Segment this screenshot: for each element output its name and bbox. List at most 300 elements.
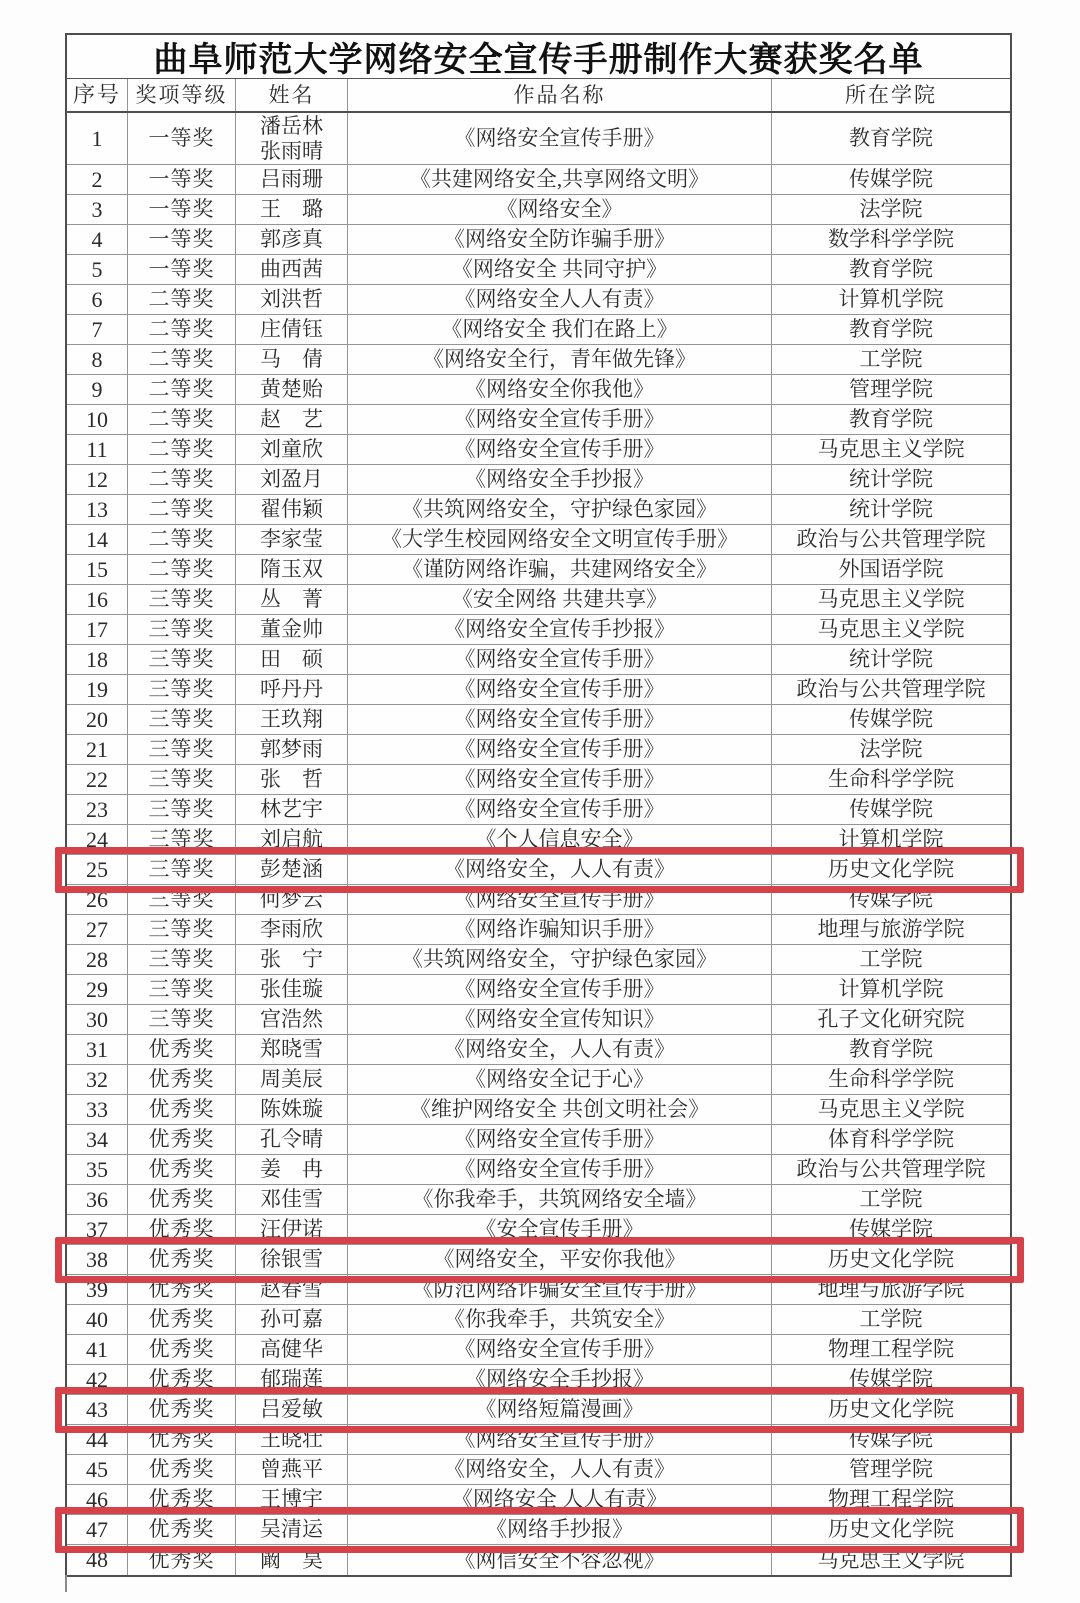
cell-award-level: 一等奖 xyxy=(128,225,236,254)
cell-award-level: 优秀奖 xyxy=(128,1485,236,1514)
cell-winner-name xyxy=(236,975,348,1004)
cell-college: 数学科学学院 xyxy=(828,227,954,252)
cell-work-title: 《网络安全宣传手册》 xyxy=(348,405,772,434)
cell-award-level: 优秀奖 xyxy=(128,1305,236,1334)
cell-college: 物理工程学院 xyxy=(828,1487,954,1512)
winner-name: 董金帅 xyxy=(260,617,323,642)
table-row xyxy=(67,195,1010,225)
cell-winner-name xyxy=(236,675,348,704)
cell-college: 管理学院 xyxy=(849,377,933,402)
winner-name-lines xyxy=(260,377,323,401)
cell-winner-name xyxy=(236,1275,348,1304)
cell-serial-number: 29 xyxy=(67,975,128,1004)
winner-name-lines xyxy=(260,1217,323,1241)
cell-award-level: 二等奖 xyxy=(128,345,236,374)
winner-name-lines xyxy=(260,647,323,671)
cell-serial-number: 2 xyxy=(67,165,128,194)
winner-name-lines xyxy=(260,1277,323,1301)
winner-name-lines xyxy=(260,827,323,851)
cell-serial-number: 30 xyxy=(67,1005,128,1034)
cell-serial-number: 15 xyxy=(67,555,128,584)
cell-award-level: 优秀奖 xyxy=(128,1425,236,1454)
cell-winner-name xyxy=(236,1125,348,1154)
cell-college: 统计学院 xyxy=(849,467,933,492)
table-row xyxy=(67,345,1010,375)
cell-college: 马克思主义学院 xyxy=(817,1547,965,1572)
cell-award-level: 优秀奖 xyxy=(128,1515,236,1544)
cell-serial-number: 27 xyxy=(67,915,128,944)
cell-college: 计算机学院 xyxy=(838,287,944,312)
table-row xyxy=(67,1425,1010,1455)
winner-name-lines xyxy=(260,287,323,311)
cell-work-title: 《网络安全手抄报》 xyxy=(348,1365,772,1394)
winner-name: 田 硕 xyxy=(260,647,323,672)
cell-award-level: 优秀奖 xyxy=(128,1245,236,1274)
table-row xyxy=(67,705,1010,735)
cell-award-level: 三等奖 xyxy=(128,915,236,944)
table-row xyxy=(67,1365,1010,1395)
cell-work-title: 《网络安全防诈骗手册》 xyxy=(348,225,772,254)
cell-college: 工学院 xyxy=(859,947,923,972)
cell-winner-name xyxy=(236,585,348,614)
cell-award-level: 二等奖 xyxy=(128,495,236,524)
cell-serial-number: 9 xyxy=(67,375,128,404)
cell-winner-name xyxy=(236,885,348,914)
winner-name: 李家莹 xyxy=(260,527,323,552)
cell-college: 工学院 xyxy=(859,1307,923,1332)
cell-winner-name xyxy=(236,705,348,734)
winner-name-lines xyxy=(260,1157,323,1181)
cell-serial-number: 25 xyxy=(67,855,128,884)
cell-award-level: 三等奖 xyxy=(128,585,236,614)
table-row xyxy=(67,1335,1010,1365)
cell-winner-name xyxy=(236,315,348,344)
cell-work-title: 《维护网络安全 共创文明社会》 xyxy=(348,1095,772,1124)
cell-award-level: 优秀奖 xyxy=(128,1185,236,1214)
winner-name-lines xyxy=(260,1337,323,1361)
cell-serial-number: 42 xyxy=(67,1365,128,1394)
cell-college: 外国语学院 xyxy=(838,557,944,582)
table-row xyxy=(67,435,1010,465)
cell-winner-name xyxy=(236,113,348,164)
table-row xyxy=(67,1215,1010,1245)
winner-name-lines xyxy=(260,1457,323,1481)
winner-name-lines xyxy=(260,167,323,191)
table-row xyxy=(67,1095,1010,1125)
winner-name: 李雨欣 xyxy=(260,917,323,942)
cell-college: 体育科学学院 xyxy=(828,1127,954,1152)
cell-college: 教育学院 xyxy=(849,257,933,282)
cell-serial-number: 38 xyxy=(67,1245,128,1274)
cell-winner-name xyxy=(236,255,348,284)
cell-work-title: 《网络安全宣传手册》 xyxy=(348,765,772,794)
cell-work-title: 《防范网络诈骗安全宣传手册》 xyxy=(348,1275,772,1304)
cell-serial-number: 41 xyxy=(67,1335,128,1364)
cell-winner-name xyxy=(236,525,348,554)
winner-name: 曲西茜 xyxy=(260,257,323,282)
winner-name: 吴清运 xyxy=(260,1517,323,1542)
cell-work-title: 《网络安全宣传手册》 xyxy=(348,1155,772,1184)
table-row xyxy=(67,225,1010,255)
cell-serial-number: 13 xyxy=(67,495,128,524)
cell-college: 政治与公共管理学院 xyxy=(796,1157,986,1182)
cell-winner-name xyxy=(236,1245,348,1274)
winner-name: 丛 菁 xyxy=(260,587,323,612)
cell-college: 马克思主义学院 xyxy=(817,1097,965,1122)
cell-college: 传媒学院 xyxy=(849,887,933,912)
cell-work-title: 《网络安全，平安你我他》 xyxy=(348,1245,772,1274)
cell-winner-name xyxy=(236,555,348,584)
table-row xyxy=(67,855,1010,885)
winner-name: 陈姝璇 xyxy=(260,1097,323,1122)
winner-name: 马 倩 xyxy=(260,347,323,372)
cell-serial-number: 12 xyxy=(67,465,128,494)
cell-winner-name xyxy=(236,345,348,374)
cell-work-title: 《网络安全宣传手册》 xyxy=(348,1335,772,1364)
table-row xyxy=(67,255,1010,285)
winner-name-lines xyxy=(260,1517,323,1541)
cell-award-level: 三等奖 xyxy=(128,765,236,794)
cell-serial-number: 31 xyxy=(67,1035,128,1064)
cell-college: 教育学院 xyxy=(849,126,933,151)
cell-award-level: 优秀奖 xyxy=(128,1095,236,1124)
cell-college: 政治与公共管理学院 xyxy=(796,677,986,702)
cell-college: 计算机学院 xyxy=(838,977,944,1002)
table-row xyxy=(67,1485,1010,1515)
cell-serial-number: 48 xyxy=(67,1545,128,1575)
winner-name: 郁瑞莲 xyxy=(260,1367,323,1392)
cell-serial-number: 35 xyxy=(67,1155,128,1184)
cell-serial-number: 24 xyxy=(67,825,128,854)
winner-name-lines xyxy=(260,1427,323,1451)
cell-award-level: 三等奖 xyxy=(128,1005,236,1034)
cell-college: 生命科学学院 xyxy=(828,767,954,792)
cell-serial-number: 23 xyxy=(67,795,128,824)
winner-name-lines xyxy=(260,767,323,791)
cell-work-title: 《网络安全宣传手抄报》 xyxy=(348,615,772,644)
winner-name-lines xyxy=(260,497,323,521)
cell-serial-number: 44 xyxy=(67,1425,128,1454)
winner-name: 庄倩钰 xyxy=(260,317,323,342)
cell-award-level: 三等奖 xyxy=(128,795,236,824)
table-row xyxy=(67,495,1010,525)
winner-name-lines xyxy=(260,1247,323,1271)
winner-name: 王晓壮 xyxy=(260,1427,323,1452)
cell-work-title: 《网络安全宣传手册》 xyxy=(348,1425,772,1454)
cell-work-title: 《网络安全你我他》 xyxy=(348,375,772,404)
cell-award-level: 三等奖 xyxy=(128,735,236,764)
cell-winner-name xyxy=(236,855,348,884)
cell-college: 历史文化学院 xyxy=(828,1397,954,1422)
cell-winner-name xyxy=(236,615,348,644)
cell-college: 管理学院 xyxy=(849,1457,933,1482)
winner-name: 张 哲 xyxy=(260,767,323,792)
table-row xyxy=(67,555,1010,585)
cell-work-title: 《网络手抄报》 xyxy=(348,1515,772,1544)
table-row xyxy=(67,1245,1010,1275)
cell-award-level: 二等奖 xyxy=(128,285,236,314)
cell-work-title: 《网络安全记于心》 xyxy=(348,1065,772,1094)
winner-name: 孙可嘉 xyxy=(260,1307,323,1332)
cell-award-level: 优秀奖 xyxy=(128,1065,236,1094)
cell-award-level: 二等奖 xyxy=(128,405,236,434)
cell-serial-number: 37 xyxy=(67,1215,128,1244)
cell-serial-number: 32 xyxy=(67,1065,128,1094)
winner-name-lines xyxy=(260,797,323,821)
cell-award-level: 优秀奖 xyxy=(128,1155,236,1184)
cell-winner-name xyxy=(236,375,348,404)
cell-work-title: 《网络安全 我们在路上》 xyxy=(348,315,772,344)
winner-name: 郭彦真 xyxy=(260,227,323,252)
cell-serial-number: 16 xyxy=(67,585,128,614)
winner-name: 张雨晴 xyxy=(260,138,323,163)
cell-serial-number: 36 xyxy=(67,1185,128,1214)
cell-work-title: 《网络安全宣传手册》 xyxy=(348,645,772,674)
cell-work-title: 《大学生校园网络安全文明宣传手册》 xyxy=(348,525,772,554)
winner-name: 姜 冉 xyxy=(260,1157,323,1182)
cell-award-level: 二等奖 xyxy=(128,375,236,404)
cell-college: 马克思主义学院 xyxy=(817,587,965,612)
cell-winner-name xyxy=(236,465,348,494)
cell-work-title: 《共筑网络安全，守护绿色家园》 xyxy=(348,945,772,974)
winner-name-lines xyxy=(260,737,323,761)
winner-name-lines xyxy=(260,227,323,251)
winner-name: 林艺宇 xyxy=(260,797,323,822)
cell-winner-name xyxy=(236,435,348,464)
winner-name-lines xyxy=(260,977,323,1001)
cell-college: 政治与公共管理学院 xyxy=(796,527,986,552)
table-row xyxy=(67,113,1010,165)
cell-award-level: 三等奖 xyxy=(128,615,236,644)
cell-work-title: 《网信安全不容忽视》 xyxy=(348,1545,772,1575)
winner-name: 何梦云 xyxy=(260,887,323,912)
winner-name-lines xyxy=(260,467,323,491)
cell-winner-name xyxy=(236,1005,348,1034)
cell-serial-number: 3 xyxy=(67,195,128,224)
table-row xyxy=(67,975,1010,1005)
cell-work-title: 《网络安全宣传手册》 xyxy=(348,735,772,764)
cell-serial-number: 20 xyxy=(67,705,128,734)
winner-name-lines xyxy=(260,407,323,431)
table-row xyxy=(67,1185,1010,1215)
cell-award-level: 一等奖 xyxy=(128,255,236,284)
cell-serial-number: 6 xyxy=(67,285,128,314)
award-table xyxy=(65,33,1012,1577)
table-row xyxy=(67,1065,1010,1095)
cell-award-level: 二等奖 xyxy=(128,525,236,554)
cell-serial-number: 21 xyxy=(67,735,128,764)
winner-name-lines xyxy=(260,587,323,611)
cell-serial-number: 28 xyxy=(67,945,128,974)
cell-winner-name xyxy=(236,1215,348,1244)
table-row xyxy=(67,315,1010,345)
cell-award-level: 三等奖 xyxy=(128,945,236,974)
cell-serial-number: 19 xyxy=(67,675,128,704)
cell-work-title: 《安全宣传手册》 xyxy=(348,1215,772,1244)
cell-work-title: 《网络安全 共同守护》 xyxy=(348,255,772,284)
cell-award-level: 一等奖 xyxy=(128,165,236,194)
table-row xyxy=(67,405,1010,435)
winner-name-lines xyxy=(260,1307,323,1331)
column-header: 奖项等级 xyxy=(128,79,236,111)
cell-award-level: 三等奖 xyxy=(128,825,236,854)
cell-work-title: 《网络安全手抄报》 xyxy=(348,465,772,494)
cell-winner-name xyxy=(236,1095,348,1124)
cell-winner-name xyxy=(236,1545,348,1575)
winner-name: 周美辰 xyxy=(260,1067,323,1092)
table-row xyxy=(67,1155,1010,1185)
cell-work-title: 《谨防网络诈骗，共建网络安全》 xyxy=(348,555,772,584)
winner-name: 吕雨珊 xyxy=(260,167,323,192)
winner-name-lines xyxy=(260,1067,323,1091)
cell-college: 传媒学院 xyxy=(849,797,933,822)
cell-serial-number: 14 xyxy=(67,525,128,554)
cell-college: 统计学院 xyxy=(849,647,933,672)
cell-work-title: 《共建网络安全,共享网络文明》 xyxy=(348,165,772,194)
table-row xyxy=(67,1455,1010,1485)
cell-college: 传媒学院 xyxy=(849,1427,933,1452)
cell-winner-name xyxy=(236,915,348,944)
cell-winner-name xyxy=(236,735,348,764)
table-row xyxy=(67,165,1010,195)
cell-award-level: 三等奖 xyxy=(128,675,236,704)
winner-name-lines xyxy=(260,1127,323,1151)
cell-work-title: 《网络安全宣传手册》 xyxy=(348,885,772,914)
winner-name: 郑晓雪 xyxy=(260,1037,323,1062)
winner-name: 刘启航 xyxy=(260,827,323,852)
table-row xyxy=(67,1005,1010,1035)
cell-winner-name xyxy=(236,225,348,254)
column-header: 所在学院 xyxy=(845,82,937,107)
cell-award-level: 优秀奖 xyxy=(128,1335,236,1364)
winner-name: 彭楚涵 xyxy=(260,857,323,882)
cell-college: 法学院 xyxy=(859,197,923,222)
cell-work-title: 《共筑网络安全，守护绿色家园》 xyxy=(348,495,772,524)
cell-work-title: 《网络安全宣传手册》 xyxy=(348,705,772,734)
cell-college: 传媒学院 xyxy=(849,1367,933,1392)
cell-work-title: 《网络安全宣传手册》 xyxy=(348,675,772,704)
table-row xyxy=(67,1035,1010,1065)
cell-award-level: 一等奖 xyxy=(128,195,236,224)
cell-award-level: 三等奖 xyxy=(128,705,236,734)
winner-name-lines xyxy=(260,557,323,581)
winner-name-lines xyxy=(260,1037,323,1061)
cell-award-level: 优秀奖 xyxy=(128,1275,236,1304)
cell-serial-number: 43 xyxy=(67,1395,128,1424)
winner-name: 王玖翔 xyxy=(260,707,323,732)
cell-college: 工学院 xyxy=(859,347,923,372)
winner-name-lines xyxy=(260,1367,323,1391)
winner-name-lines xyxy=(260,197,323,221)
cell-winner-name xyxy=(236,1065,348,1094)
winner-name: 张佳璇 xyxy=(260,977,323,1002)
winner-name: 汪伊诺 xyxy=(260,1217,323,1242)
winner-name: 曾燕平 xyxy=(260,1457,323,1482)
cell-winner-name xyxy=(236,945,348,974)
cell-serial-number: 4 xyxy=(67,225,128,254)
cell-college: 传媒学院 xyxy=(849,1217,933,1242)
cell-award-level: 优秀奖 xyxy=(128,1365,236,1394)
cell-college: 马克思主义学院 xyxy=(817,617,965,642)
cell-college: 历史文化学院 xyxy=(828,857,954,882)
table-body xyxy=(67,113,1010,1575)
winner-name-lines xyxy=(260,114,323,162)
cell-work-title: 《你我牵手，共筑安全》 xyxy=(348,1305,772,1334)
cell-award-level: 三等奖 xyxy=(128,885,236,914)
cell-serial-number: 45 xyxy=(67,1455,128,1484)
winner-name-lines xyxy=(260,257,323,281)
winner-name-lines xyxy=(260,317,323,341)
cell-serial-number: 34 xyxy=(67,1125,128,1154)
cell-award-level: 三等奖 xyxy=(128,855,236,884)
cell-college: 孔子文化研究院 xyxy=(817,1007,965,1032)
winner-name: 黄楚贻 xyxy=(260,377,323,402)
winner-name: 孔令晴 xyxy=(260,1127,323,1152)
cell-college: 教育学院 xyxy=(849,1037,933,1062)
cell-college: 传媒学院 xyxy=(849,707,933,732)
cell-winner-name xyxy=(236,1365,348,1394)
table-row xyxy=(67,1125,1010,1155)
winner-name: 隋玉双 xyxy=(260,557,323,582)
table-row xyxy=(67,525,1010,555)
cell-winner-name xyxy=(236,495,348,524)
cell-serial-number: 11 xyxy=(67,435,128,464)
cell-winner-name xyxy=(236,1185,348,1214)
cell-award-level: 二等奖 xyxy=(128,555,236,584)
winner-name: 徐银雪 xyxy=(260,1247,323,1272)
cell-winner-name xyxy=(236,195,348,224)
cell-award-level: 优秀奖 xyxy=(128,1545,236,1575)
winner-name: 高健华 xyxy=(260,1337,323,1362)
winner-name-lines xyxy=(260,887,323,911)
cell-winner-name xyxy=(236,165,348,194)
winner-name: 刘童欣 xyxy=(260,437,323,462)
table-row xyxy=(67,465,1010,495)
cell-work-title: 《安全网络 共建共享》 xyxy=(348,585,772,614)
cell-award-level: 二等奖 xyxy=(128,315,236,344)
cell-serial-number: 7 xyxy=(67,315,128,344)
winner-name: 翟伟颖 xyxy=(260,497,323,522)
cell-winner-name xyxy=(236,1455,348,1484)
cell-award-level: 优秀奖 xyxy=(128,1395,236,1424)
cell-college: 教育学院 xyxy=(849,317,933,342)
winner-name-lines xyxy=(260,707,323,731)
cell-serial-number: 22 xyxy=(67,765,128,794)
cell-college: 马克思主义学院 xyxy=(817,437,965,462)
winner-name: 阚 昊 xyxy=(260,1547,323,1572)
winner-name: 吕爱敏 xyxy=(260,1397,323,1422)
cell-college: 法学院 xyxy=(859,737,923,762)
winner-name-lines xyxy=(260,347,323,371)
cell-serial-number: 39 xyxy=(67,1275,128,1304)
cell-winner-name xyxy=(236,285,348,314)
table-row xyxy=(67,585,1010,615)
cell-work-title: 《网络安全宣传手册》 xyxy=(348,113,772,164)
cell-winner-name xyxy=(236,1335,348,1364)
cell-award-level: 三等奖 xyxy=(128,645,236,674)
cell-college: 历史文化学院 xyxy=(828,1247,954,1272)
table-title: 曲阜师范大学网络安全宣传手册制作大赛获奖名单 xyxy=(67,35,1010,79)
winner-name: 王 璐 xyxy=(260,197,323,222)
winner-name: 刘洪哲 xyxy=(260,287,323,312)
cell-serial-number: 26 xyxy=(67,885,128,914)
cell-college: 计算机学院 xyxy=(838,827,944,852)
cell-award-level: 一等奖 xyxy=(128,113,236,164)
table-row xyxy=(67,765,1010,795)
cell-work-title: 《网络安全宣传知识》 xyxy=(348,1005,772,1034)
cell-winner-name xyxy=(236,1395,348,1424)
table-row xyxy=(67,1305,1010,1335)
